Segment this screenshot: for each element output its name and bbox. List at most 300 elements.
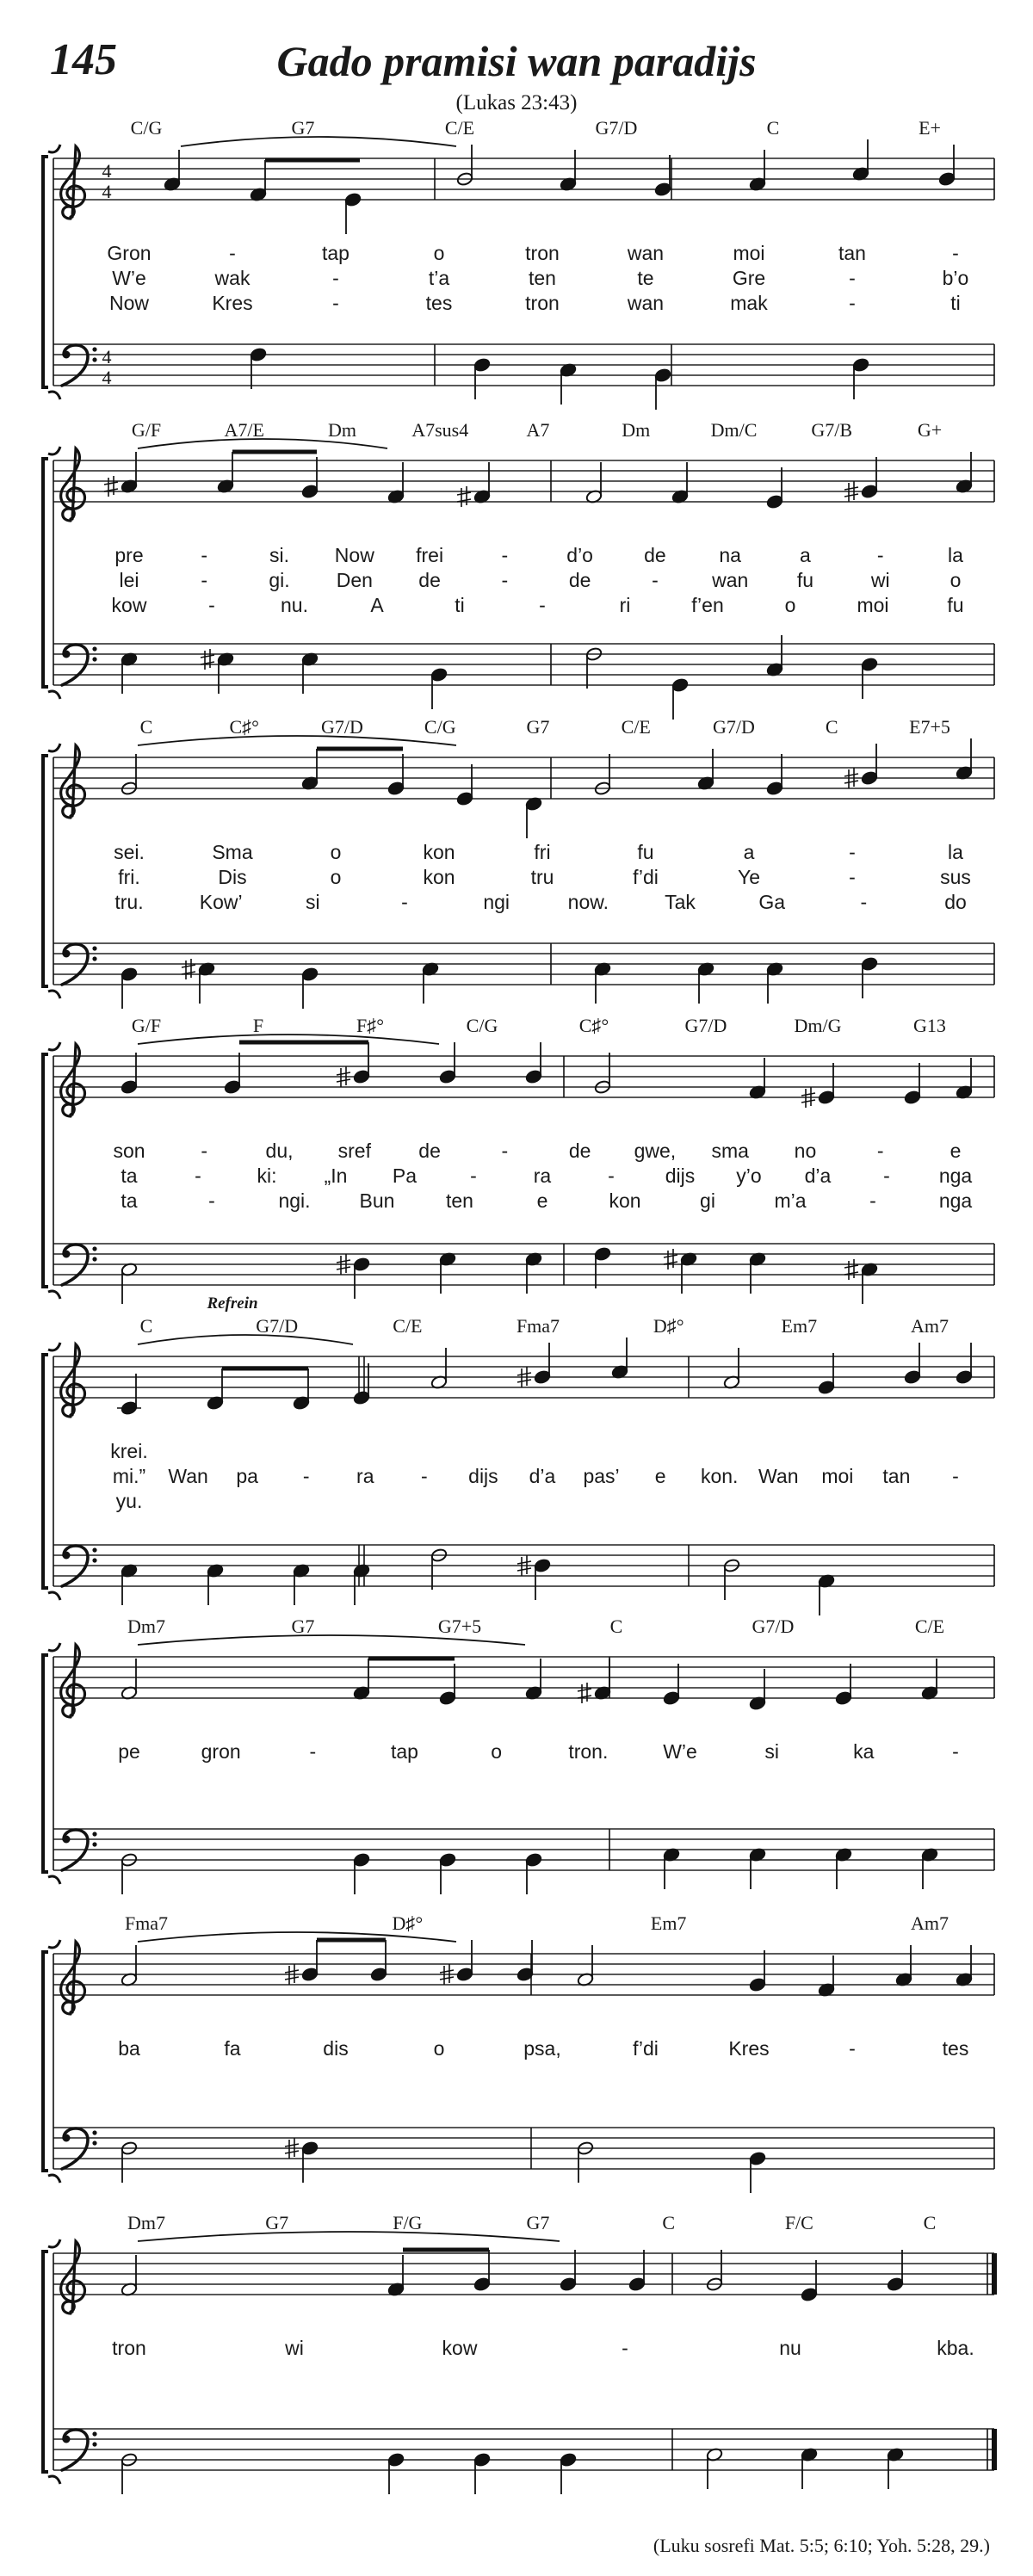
system-3-lyric-line-2-syllable-5: tru [530,866,554,888]
system-3-lyric-line-2-syllable-1: fri. [118,866,140,888]
system-4-lyric-line-2-syllable-5: Pa [392,1164,418,1187]
system-4-bass-staff [53,1244,994,1285]
system-1-treble-note-2 [250,160,267,202]
system-5-lyric-line-2-syllable-2: Wan [168,1465,208,1487]
system-1-tie-1 [181,137,456,146]
system-5-treble-note-11 [956,1343,973,1385]
system-4-lyric-line-2-syllable-7: ra [533,1164,552,1187]
system-6-treble-note-9 [921,1659,938,1701]
system-4-treble-note-7 [749,1058,766,1100]
system-1-bass-note-1 [250,347,267,389]
system-7-chord-1: Fma7 [124,1912,169,1934]
system-3-lyric-line-2-syllable-3: o [330,866,342,888]
system-3-chord-1: C [139,716,153,738]
system-8-lyric-line-1-syllable-2: wi [285,2337,304,2359]
system-3-lyric-line-1-syllable-7: a [743,841,755,863]
system-1-treble-staff [53,158,994,200]
system-1-lyric-line-2-syllable-2: wak [214,267,251,289]
system-4-treble-note-9 [904,1063,921,1105]
system-7-lyric-line-1-syllable-5: psa, [523,2037,561,2060]
system-4-lyric-line-3-syllable-3: ngi. [278,1189,311,1212]
system-1-treble-note-8 [852,139,869,182]
system-6-brace [43,1655,48,1872]
system-1-treble-note-9 [938,145,956,187]
system-4-chord-8: G13 [913,1015,946,1036]
system-4-treble-note-3 [337,1042,370,1087]
system-3-tie-1 [138,736,456,745]
system-4-lyric-line-2-syllable-1: ta [121,1164,138,1187]
system-5-bass-note-7 [723,1558,740,1600]
system-7-chord-4: Am7 [911,1912,949,1934]
system-4-treble-clef [61,1044,85,1116]
system-2-lyric-line-1-syllable-4: Now [334,544,374,566]
system-3-lyric-line-1-syllable-2: Sma [212,841,253,863]
system-4-lyric-line-3-syllable-5: ten [446,1189,473,1212]
system-1-chord-1: C/G [130,117,163,139]
system-3-chord-2: C♯° [229,716,259,738]
system-2-lyric-line-2-syllable-10: fu [796,569,814,591]
system-1-bass-note-2 [473,357,491,399]
system-2-lyric-line-2-syllable-11: wi [870,569,890,591]
system-8-bass-note-5 [706,2447,723,2489]
system-4-lyric-line-3-syllable-4: Bun [359,1189,395,1212]
system-8-brace-hook-top [48,2239,60,2247]
system-4-brace-hook-bottom [48,1291,60,1299]
system-1-lyric-line-3-syllable-5: tron [525,292,560,314]
system-5-lyric-line-2-syllable-5: ra [356,1465,374,1487]
system-8-treble-clef [61,2241,85,2313]
system-5-chord-4: Fma7 [516,1315,560,1337]
system-1-chord-2: G7 [291,117,315,139]
system-8-chord-5: C [662,2212,676,2233]
system-2-treble-note-6 [585,462,603,504]
system-5-lyric-line-1-syllable-1: krei. [110,1440,148,1462]
system-4-bass-note-6 [664,1249,697,1294]
system-7-chord-2: D♯° [392,1912,424,1934]
system-3-bass-note-5 [594,961,611,1004]
system-4-bass-note-5 [594,1246,611,1288]
system-2-lyric-line-2-syllable-3: gi. [269,569,290,591]
system-2-bass-note-8 [861,657,878,699]
system-5-bass-note-3 [293,1563,310,1605]
system-5-lyric-line-2-syllable-11: kon. [700,1465,739,1487]
system-2-lyric-line-3-syllable-6: - [539,594,546,616]
system-6-treble-note-8 [835,1664,852,1706]
system-1-treble-note-6 [654,155,671,197]
system-2-brace-hook-bottom [48,691,60,699]
system-6-bass-note-4 [525,1852,542,1894]
system-3-chord-6: C/E [621,716,651,738]
system-6-treble-note-1 [121,1659,138,1701]
system-4-bass-note-3 [439,1251,456,1294]
system-6-treble-note-3 [439,1664,456,1706]
system-1-brace-hook-bottom [48,392,60,399]
system-1-lyric-line-2-syllable-9: b’o [942,267,969,289]
system-5-bass-note-6 [517,1555,551,1600]
system-5-treble-note-6 [517,1343,551,1387]
system-7-brace-hook-top [48,1940,60,1948]
system-4-lyric-line-2-syllable-4: „In [324,1164,348,1187]
system-3-brace-hook-top [48,744,60,751]
system-6-chord-1: Dm7 [127,1615,165,1637]
system-6-treble-note-4 [525,1659,542,1701]
system-7-treble-note-7 [749,1950,766,1992]
system-3-lyric-line-1-syllable-5: fri [534,841,551,863]
system-8-treble-note-4 [560,2250,577,2292]
system-4-treble-note-6 [594,1053,611,1095]
system-5-lyric-line-2-syllable-3: pa [236,1465,258,1487]
system-3-bass-note-6 [697,961,714,1004]
system-2-bass-staff [53,644,994,685]
system-7-treble-note-3 [370,1940,387,1982]
system-2-lyric-line-1-syllable-10: a [800,544,811,566]
system-8-bass-note-2 [387,2452,405,2494]
system-1-lyric-line-2-syllable-6: te [637,267,654,289]
system-8-bass-note-7 [887,2447,904,2489]
system-7-treble-note-4 [440,1940,473,1985]
system-2-treble-note-9 [844,457,878,502]
system-5-bass-staff [53,1545,994,1586]
system-2-chord-7: Dm/C [710,419,758,441]
system-8-lyric-line-1-syllable-4: - [622,2337,628,2359]
system-2-treble-note-2 [217,452,234,494]
system-8-lyric-line-1-syllable-3: kow [442,2337,478,2359]
system-6-bass-note-2 [353,1852,370,1894]
hymn-title: Gado pramisi wan paradijs [276,37,757,85]
system-7-lyric-line-1-syllable-8: - [849,2037,856,2060]
system-1-lyric-line-1-syllable-8: tan [838,242,866,264]
system-8-chord-6: F/C [784,2212,813,2233]
system-4-lyric-line-2-syllable-3: ki: [257,1164,277,1187]
system-1-lyric-line-1-syllable-3: tap [322,242,349,264]
system-8-chord-3: F/G [393,2212,423,2233]
system-6-brace-hook-bottom [48,1876,60,1884]
system-8-treble-staff [53,2253,994,2295]
system-8-treble-note-2 [387,2255,405,2297]
system-4-lyric-line-3-syllable-11: nga [938,1189,973,1212]
system-1-lyric-line-2-syllable-7: Gre [732,267,766,289]
system-7-lyric-line-1-syllable-1: ba [118,2037,140,2060]
system-7-lyric-line-1-syllable-4: o [433,2037,445,2060]
system-7-bass-staff [53,2128,994,2169]
system-3-lyric-line-1-syllable-4: kon [423,841,455,863]
system-1-lyric-line-1-syllable-5: tron [525,242,560,264]
system-4-treble-note-2 [224,1053,241,1095]
system-2-lyric-line-2-syllable-5: de [418,569,441,591]
system-4-treble-note-8 [801,1063,835,1108]
system-3-lyric-line-1-syllable-3: o [330,841,342,863]
system-2-lyric-line-1-syllable-5: frei [416,544,444,566]
system-1-bass-note-4 [654,368,671,410]
system-5-treble-note-9 [818,1353,835,1395]
system-5-lyric-line-2-syllable-4: - [302,1465,310,1487]
system-2-treble-note-7 [671,462,689,504]
system-2-bass-note-1 [121,652,138,694]
system-1-treble-note-1 [164,150,181,192]
system-2-bass-note-6 [671,677,689,720]
system-7-treble-clef [61,1942,85,2014]
system-6-chord-2: G7 [291,1615,315,1637]
system-4-lyric-line-3-syllable-8: gi [700,1189,715,1212]
system-5-bass-note-4 [353,1563,370,1605]
system-6-lyric-line-1-syllable-8: si [764,1740,779,1763]
system-7-lyric-line-1-syllable-3: dis [323,2037,349,2060]
system-1-brace [43,157,48,387]
system-5-chord-2: G7/D [256,1315,299,1337]
system-1-lyric-line-3-syllable-7: mak [730,292,768,314]
system-6-bass-note-5 [663,1847,680,1889]
system-4-lyric-line-3-syllable-9: m’a [774,1189,807,1212]
system-5-lyric-line-2-syllable-10: e [654,1465,666,1487]
system-4-chord-4: C/G [466,1015,498,1036]
system-6-chord-3: G7+5 [437,1615,482,1637]
system-2-lyric-line-1-syllable-2: - [201,544,208,566]
system-3-treble-note-8 [766,754,783,796]
system-6-bass-note-7 [835,1847,852,1889]
system-3-brace [43,756,48,986]
system-8-bass-note-6 [801,2447,818,2489]
system-4-chord-5: C♯° [578,1015,609,1036]
system-5-treble-note-8 [723,1348,740,1390]
time-signature-top-treble: 4 [102,160,112,182]
system-5-chord-5: D♯° [653,1315,684,1337]
system-7-bass-note-4 [749,2151,766,2193]
system-6-lyric-line-1-syllable-3: - [309,1740,317,1763]
system-5-treble-clef [61,1344,85,1417]
system-4-chord-1: G/F [131,1015,162,1036]
system-3-lyric-line-2-syllable-8: - [849,866,856,888]
system-6-lyric-line-1-syllable-9: ka [853,1740,875,1763]
system-3-lyric-line-3-syllable-10: do [944,891,967,913]
system-3-bass-note-8 [861,956,878,998]
system-8-treble-note-7 [801,2260,818,2302]
system-4-lyric-line-2-syllable-6: - [470,1164,477,1187]
system-4-lyric-line-1-syllable-4: sref [337,1140,371,1162]
system-3-brace-hook-bottom [48,991,60,998]
system-5-bass-note-5 [430,1547,448,1590]
system-4-bass-note-7 [749,1251,766,1294]
system-2-treble-note-8 [766,467,783,510]
system-2-treble-note-3 [301,457,319,499]
system-2-lyric-line-2-syllable-2: - [201,569,208,591]
system-2-bass-note-2 [201,649,234,694]
system-5-treble-note-7 [611,1337,628,1380]
system-1-lyric-line-2-syllable-4: t’a [428,267,450,289]
system-4-brace [43,1054,48,1287]
system-2-lyric-line-2-syllable-12: o [949,569,962,591]
system-4-lyric-line-1-syllable-8: gwe, [634,1140,677,1162]
system-3-lyric-line-3-syllable-2: Kow’ [199,891,243,913]
system-3-bass-note-7 [766,961,783,1004]
system-4-lyric-line-1-syllable-10: no [794,1140,817,1162]
system-4-lyric-line-1-syllable-7: de [568,1140,591,1162]
system-3-lyric-line-3-syllable-3: si [306,891,320,913]
system-2-chord-1: G/F [131,419,162,441]
system-5-lyric-line-2-syllable-12: Wan [758,1465,799,1487]
system-4-lyric-line-2-syllable-11: d’a [804,1164,832,1187]
system-5-bass-note-2 [207,1563,224,1605]
system-1-lyric-line-2-syllable-8: - [849,267,856,289]
system-1-lyric-line-3-syllable-9: ti [950,292,961,314]
system-8-chord-4: G7 [526,2212,550,2233]
system-6-chord-4: C [609,1615,623,1637]
system-5-treble-note-10 [904,1343,921,1385]
system-7-brace-hook-bottom [48,2175,60,2183]
system-5-lyric-line-3-syllable-1: yu. [115,1490,143,1512]
system-1-lyric-line-3-syllable-8: - [849,292,856,314]
system-6-treble-staff [53,1657,994,1698]
system-5-brace [43,1355,48,1588]
system-1-chord-5: C [766,117,780,139]
system-7-treble-note-9 [895,1945,912,1987]
system-2-lyric-line-1-syllable-7: d’o [566,544,593,566]
system-6-bass-note-3 [439,1852,456,1894]
system-4-lyric-line-3-syllable-6: e [536,1189,548,1212]
system-6-lyric-line-1-syllable-6: tron. [568,1740,609,1763]
system-4-lyric-line-2-syllable-10: y’o [736,1164,762,1187]
system-2-treble-note-10 [956,452,973,494]
system-8-bass-note-1 [121,2452,138,2494]
system-7-bass-note-1 [121,2140,138,2183]
system-1-treble-note-5 [560,150,577,192]
system-4-lyric-line-1-syllable-2: - [201,1140,208,1162]
system-8-lyric-line-1-syllable-6: kba. [937,2337,974,2359]
system-7-chord-3: Em7 [650,1912,687,1934]
system-1-chord-6: E+ [919,117,941,139]
system-3-lyric-line-1-syllable-6: fu [637,841,654,863]
system-8-bass-note-3 [473,2452,491,2494]
system-1-bass-note-5 [852,357,869,399]
system-1-lyric-line-1-syllable-1: Gron [107,242,152,264]
system-3-treble-note-10 [956,738,973,781]
system-6-treble-note-6 [663,1664,680,1706]
system-4-brace-hook-top [48,1042,60,1050]
system-8-bass-note-4 [560,2452,577,2494]
system-8-brace [43,2252,48,2472]
system-7-lyric-line-1-syllable-9: tes [942,2037,969,2060]
system-2-lyric-line-3-syllable-5: ti [455,594,465,616]
system-4-bass-note-4 [525,1251,542,1294]
system-2-bass-note-7 [766,635,783,677]
footer-references: (Luku sosrefi Mat. 5:5; 6:10; Yoh. 5:28, 29.) [653,2535,990,2556]
system-5-lyric-line-2-syllable-1: mi.” [112,1465,146,1487]
system-2-lyric-line-3-syllable-2: - [208,594,215,616]
time-signature-top-bass: 4 [102,346,112,368]
system-2-lyric-line-1-syllable-9: na [719,544,741,566]
time-signature-bottom-bass: 4 [102,367,112,388]
system-3-lyric-line-1-syllable-9: la [948,841,963,863]
system-3-treble-note-4 [456,764,473,806]
system-4-lyric-line-1-syllable-3: du, [265,1140,294,1162]
system-5-lyric-line-2-syllable-9: pas’ [583,1465,620,1487]
system-1-bass-note-3 [560,362,577,405]
system-3-treble-note-1 [121,754,138,796]
system-3-treble-note-5 [525,796,542,838]
system-3-treble-clef [61,745,85,818]
system-6-lyric-line-1-syllable-7: W’e [663,1740,697,1763]
final-barline-thick-bass [992,2429,997,2470]
system-8-treble-note-6 [706,2250,723,2292]
system-2-lyric-line-3-syllable-3: nu. [281,594,308,616]
system-2-chord-6: Dm [622,419,651,441]
system-8-tie-1 [138,2232,560,2241]
system-6-lyric-line-1-syllable-2: gron [201,1740,241,1763]
system-7-treble-note-6 [577,1945,594,1987]
system-7-treble-note-2 [285,1940,319,1985]
system-4-treble-note-5 [525,1042,542,1084]
system-5-treble-note-4 [353,1363,370,1405]
system-2-bass-note-5 [585,646,603,689]
system-6-bass-note-6 [749,1847,766,1889]
system-7-treble-note-1 [121,1945,138,1987]
system-4-lyric-line-1-syllable-9: sma [711,1140,749,1162]
system-2-brace [43,459,48,687]
system-1-lyric-line-2-syllable-5: ten [529,267,556,289]
system-2-lyric-line-1-syllable-3: si. [269,544,290,566]
system-1-lyric-line-1-syllable-6: wan [627,242,665,264]
system-3-treble-note-6 [594,754,611,796]
system-8-treble-note-3 [473,2250,491,2292]
scripture-reference: (Lukas 23:43) [455,91,578,114]
system-3-bass-note-2 [182,959,215,1004]
system-6-lyric-line-1-syllable-1: pe [118,1740,140,1763]
system-4-chord-7: Dm/G [794,1015,842,1036]
system-4-chord-3: F♯° [356,1015,385,1036]
system-3-lyric-line-2-syllable-6: f’di [633,866,659,888]
refrain-label: Refrein [207,1294,258,1313]
system-3-treble-note-2 [301,749,319,791]
system-2-bass-note-4 [430,667,448,709]
system-1-treble-note-7 [749,150,766,192]
system-5-treble-note-3 [293,1368,310,1411]
system-5-chord-7: Am7 [911,1315,949,1337]
system-4-lyric-line-3-syllable-1: ta [121,1189,138,1212]
system-3-lyric-line-3-syllable-9: - [860,891,868,913]
system-7-treble-note-8 [818,1955,835,1998]
system-3-lyric-line-1-syllable-8: - [849,841,856,863]
system-5-lyric-line-2-syllable-15: - [952,1465,959,1487]
system-3-lyric-line-3-syllable-4: - [401,891,408,913]
system-3-bass-note-4 [422,961,439,1004]
system-3-chord-3: G7/D [321,716,363,738]
system-1-lyric-line-1-syllable-7: moi [733,242,765,264]
system-1-treble-note-4 [456,145,473,187]
system-4-bass-note-2 [337,1254,370,1299]
system-3-lyric-line-3-syllable-1: tru. [114,891,144,913]
system-5-treble-note-1 [117,1374,141,1416]
system-2-treble-note-5 [457,462,491,507]
system-4-bass-note-8 [844,1259,878,1304]
system-7-brace [43,1952,48,2171]
system-2-treble-clef [61,448,85,521]
system-3-lyric-line-3-syllable-5: ngi [483,891,510,913]
system-1-lyric-line-3-syllable-6: wan [627,292,665,314]
system-6-lyric-line-1-syllable-4: tap [391,1740,418,1763]
system-6-lyric-line-1-syllable-5: o [491,1740,503,1763]
system-2-lyric-line-2-syllable-7: de [568,569,591,591]
system-2-chord-3: Dm [328,419,356,441]
system-2-lyric-line-2-syllable-9: wan [712,569,749,591]
system-3-lyric-line-3-syllable-8: Ga [758,891,786,913]
system-5-lyric-line-2-syllable-7: dijs [468,1465,498,1487]
system-4-lyric-line-1-syllable-11: - [876,1140,884,1162]
final-barline-thick-treble [992,2253,997,2295]
system-2-lyric-line-3-syllable-10: moi [857,594,889,616]
system-6-bass-staff [53,1829,994,1870]
system-1-lyric-line-1-syllable-9: - [952,242,959,264]
system-5-tie-1 [138,1335,353,1344]
system-5-chord-1: C [139,1315,153,1337]
